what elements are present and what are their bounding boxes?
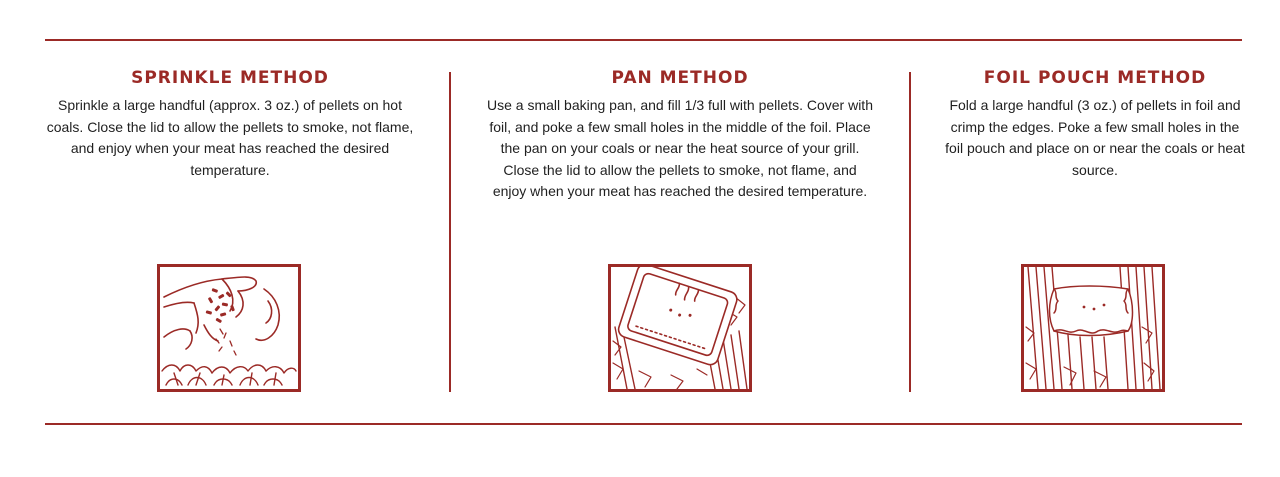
column-divider-2 — [909, 72, 911, 392]
sprinkle-method-description: Sprinkle a large handful (approx. 3 oz.) of pellets on hot coals. Close the lid to allow the pellets to smoke, not flame, and enjoy when your meat has reached the desired temperature. — [46, 97, 414, 178]
foil-pouch-method-title: FOIL POUCH METHOD — [983, 68, 1207, 88]
pan-method-description: Use a small baking pan, and fill 1/3 full with pellets. Cover with foil, and poke a few small holes in the middle of the foil. Place the pan on your coals or near the heat source of your grill. Close the lid to allow the pellets to smoke, not flame, and enjoy when your meat has reached the desired temperature. — [487, 97, 873, 199]
foil-pouch-method-section — [940, 68, 1250, 181]
foil-pouch-method-description: Fold a large handful (3 oz.) of pellets in foil and crimp the edges. Poke a few small holes in the foil pouch and place on or near the coals or heat source. — [945, 97, 1245, 178]
bottom-divider — [45, 423, 1242, 425]
column-divider-1 — [449, 72, 451, 392]
foil-pan-on-grill-icon — [608, 264, 752, 392]
sprinkle-method-section — [40, 68, 420, 181]
foil-pouch-on-grill-icon — [1021, 264, 1165, 392]
pan-method-section — [485, 68, 875, 203]
sprinkle-method-title: SPRINKLE METHOD — [131, 68, 329, 88]
top-divider — [45, 39, 1242, 41]
hand-sprinkling-pellets-icon — [157, 264, 301, 392]
pan-method-title: PAN METHOD — [611, 68, 749, 88]
